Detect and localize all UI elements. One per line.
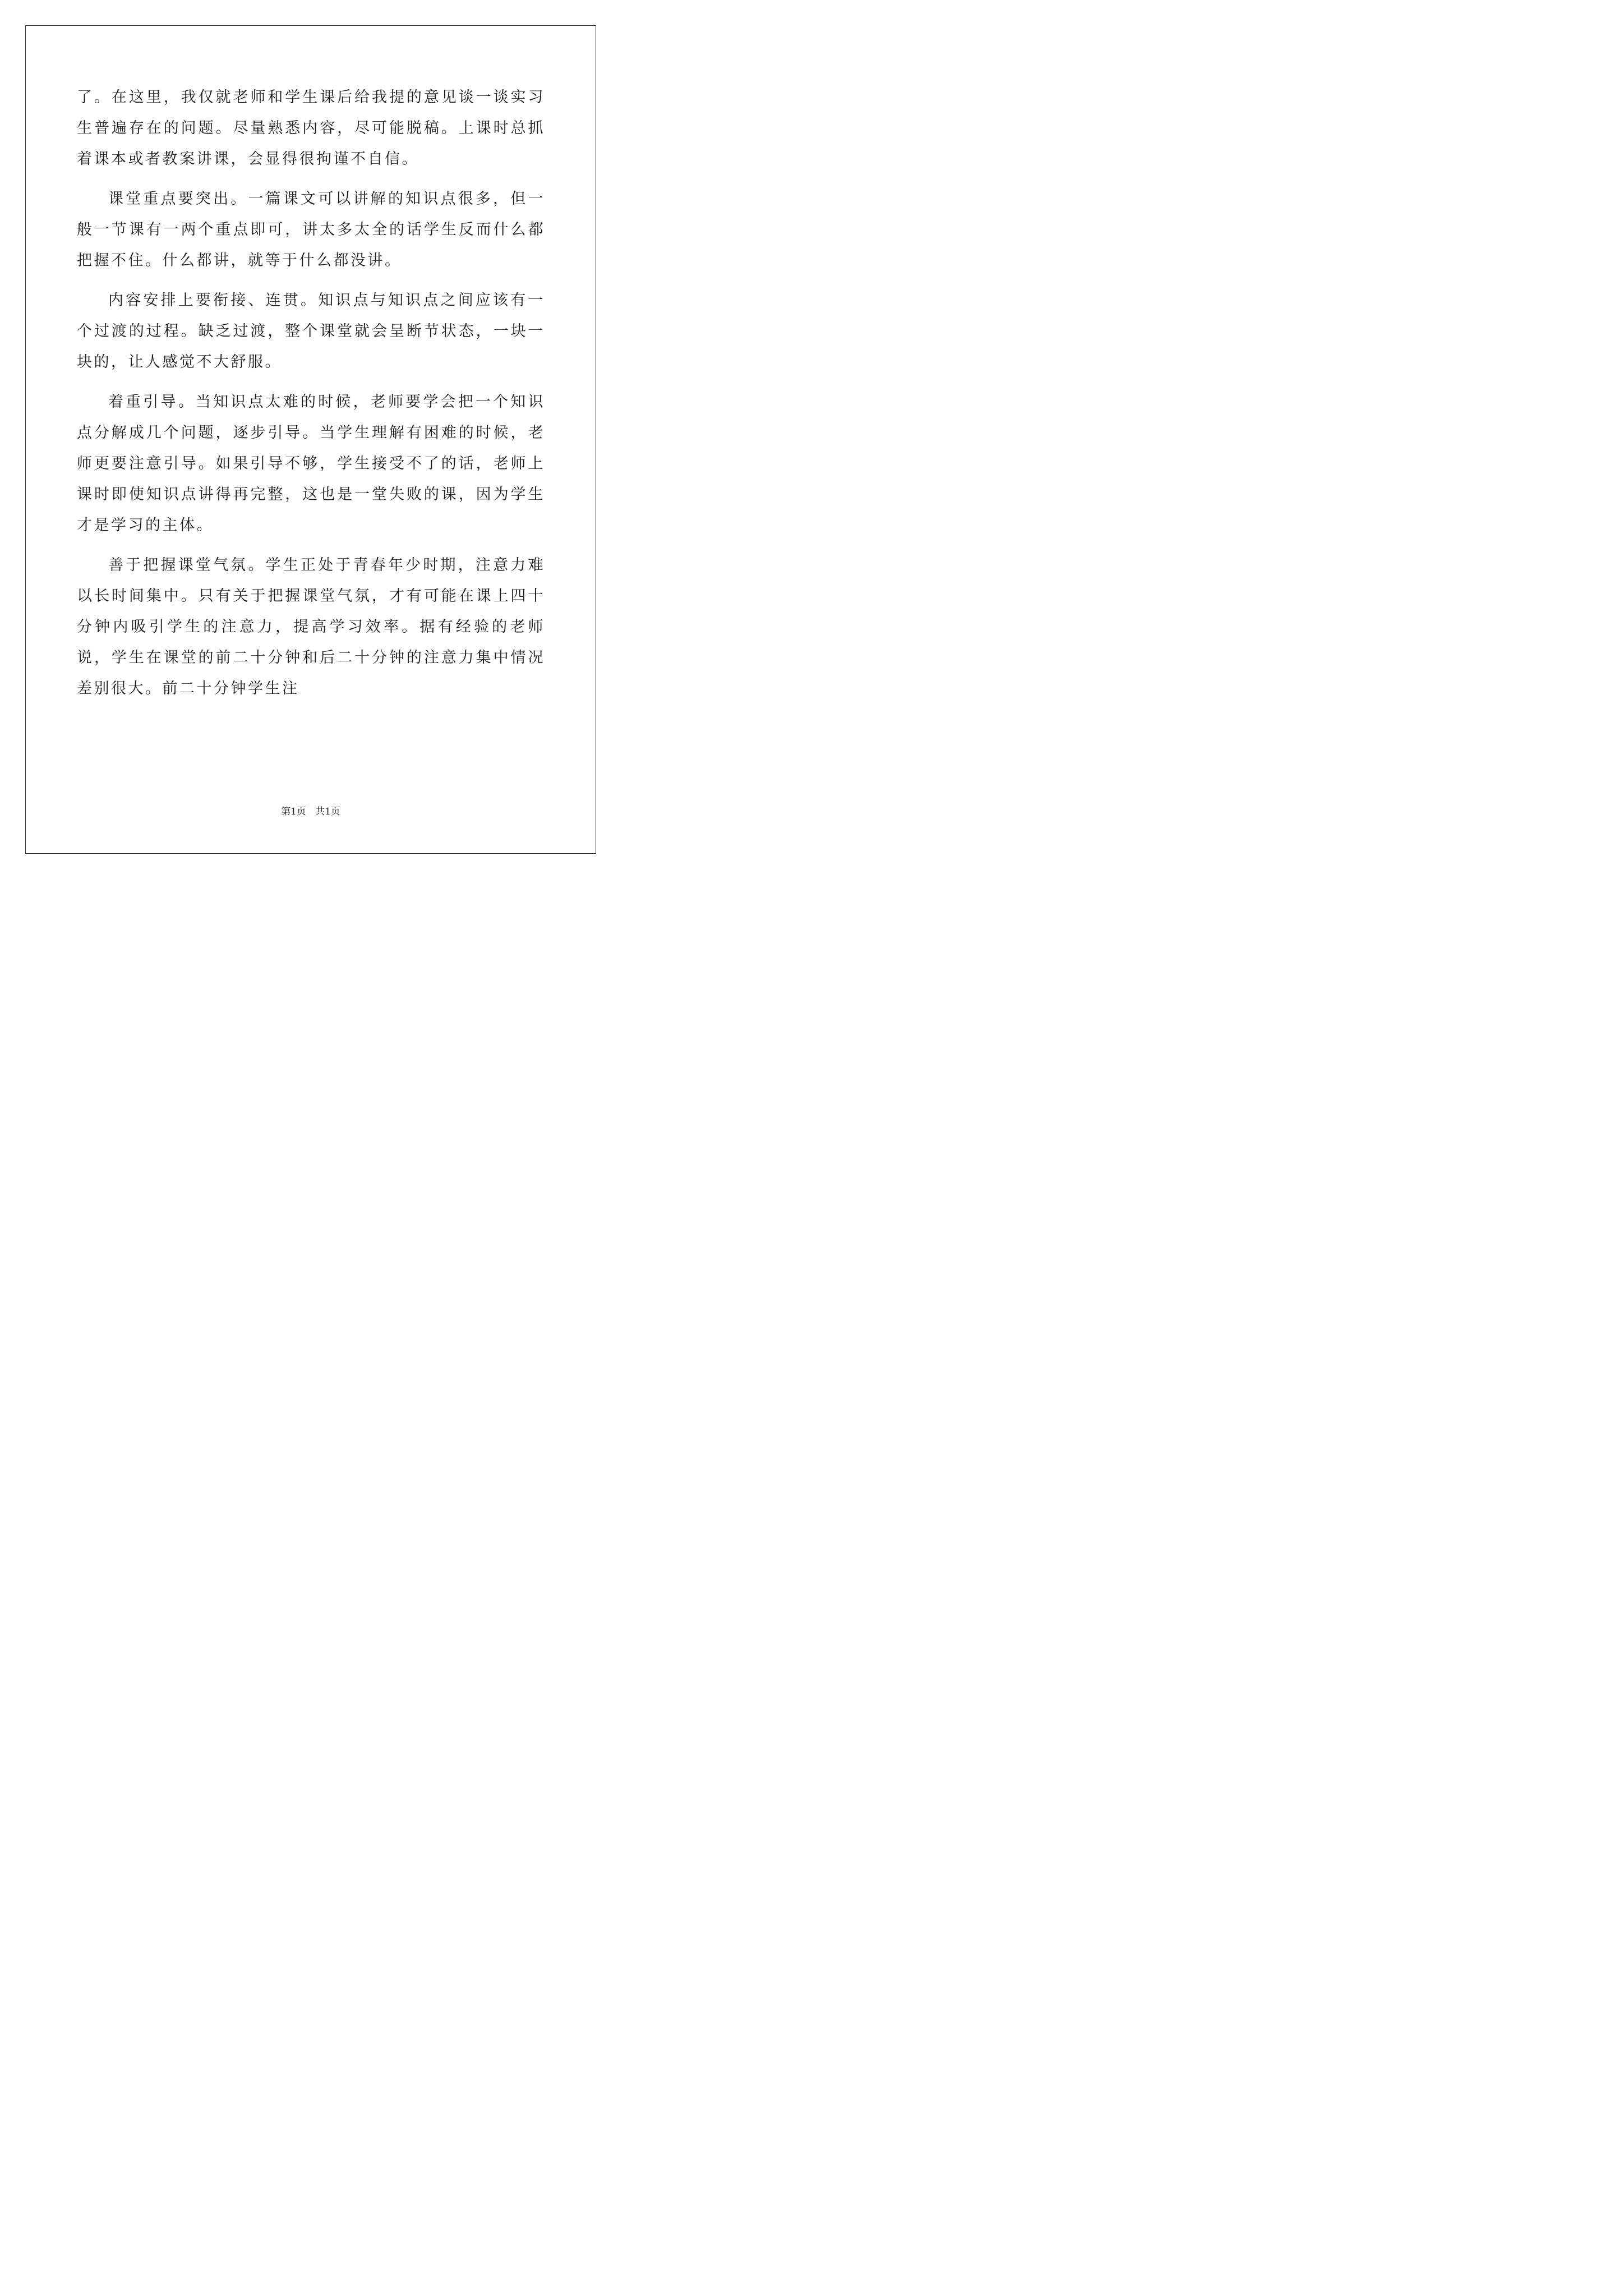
page-total: 共1页 bbox=[315, 806, 340, 817]
page-number: 第1页 bbox=[281, 806, 306, 817]
paragraph: 课堂重点要突出。一篇课文可以讲解的知识点很多，但一般一节课有一两个重点即可，讲太多太全的话学生反而什么都把握不住。什么都讲，就等于什么都没讲。 bbox=[77, 190, 545, 269]
paragraph: 内容安排上要衔接、连贯。知识点与知识点之间应该有一个过渡的过程。缺乏过渡，整个课堂就会呈断节状态，一块一块的，让人感觉不大舒服。 bbox=[77, 292, 545, 371]
page-footer bbox=[0, 806, 621, 817]
paragraph: 着重引导。当知识点太难的时候，老师要学会把一个知识点分解成几个问题，逐步引导。当学生理解有困难的时候，老师更要注意引导。如果引导不够，学生接受不了的话，老师上课时即使知识点讲得再完整，这也是一堂失败的课，因为学生才是学习的主体。 bbox=[77, 393, 545, 534]
paragraph: 善于把握课堂气氛。学生正处于青春年少时期，注意力难以长时间集中。只有关于把握课堂气氛，才有可能在课上四十分钟内吸引学生的注意力，提高学习效率。据有经验的老师说，学生在课堂的前二十分钟和后二十分钟的注意力集中情况差别很大。前二十分钟学生注 bbox=[77, 556, 545, 697]
paragraph-continued: 了。在这里，我仅就老师和学生课后给我提的意见谈一谈实习生普遍存在的问题。尽量熟悉内容，尽可能脱稿。上课时总抓着课本或者教案讲课，会显得很拘谨不自信。 bbox=[77, 89, 545, 168]
document-body bbox=[77, 82, 545, 704]
